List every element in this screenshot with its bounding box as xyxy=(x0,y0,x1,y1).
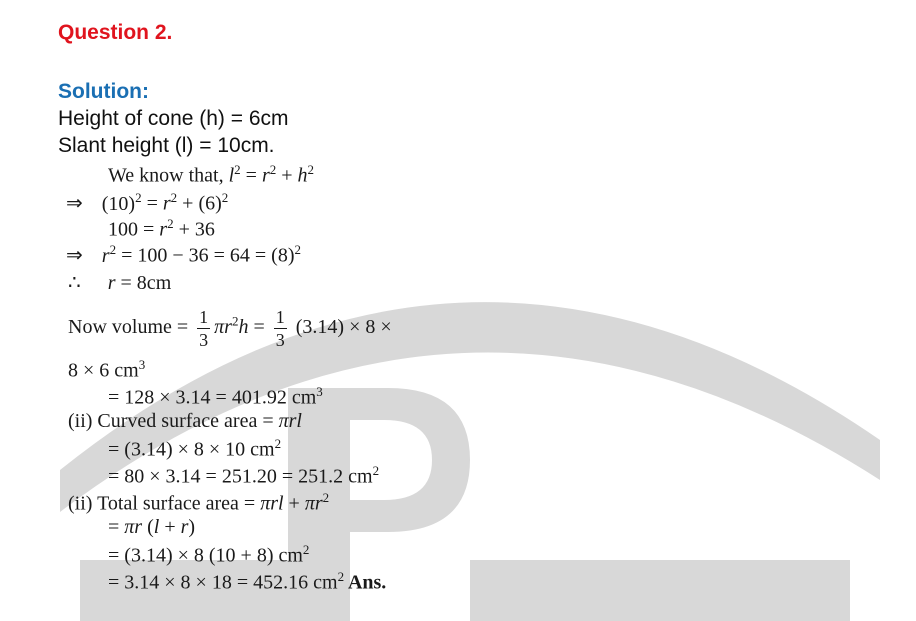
tsa-result: = 3.14 × 8 × 18 = 452.16 $cm^2$ Ans. xyxy=(108,569,387,594)
implies-symbol: ⇒ xyxy=(66,244,83,267)
given-height: Height of cone (h) = 6cm xyxy=(58,107,289,130)
volume-continued: 8 × 6 $cm^3$ xyxy=(68,357,146,382)
step-solve-r-squared: ⇒ $r^2 = 100 - 36 = 64 = (8)^2$ xyxy=(66,242,301,267)
fraction-one-third: $\frac{1}{3}$ xyxy=(275,307,285,350)
csa-result: = 80 × 3.14 = 251.20 = 251.2 $cm^2$ xyxy=(108,463,380,488)
question-title: Question 2. xyxy=(58,21,173,44)
tsa-substitute: = (3.14) × 8 (10 + 8) $cm^2$ xyxy=(108,542,310,567)
volume-result: = 128 × 3.14 = 401.92 $cm^3$ xyxy=(108,384,323,409)
step-substitute: ⇒ $(10)^2 = r^2 + (6)^2$ xyxy=(66,190,229,215)
tsa-factored: = πr (l + r) xyxy=(108,516,196,538)
step-simplify: $100 = r^2 + 36$ xyxy=(108,216,215,241)
volume-formula: Now volume = $\frac{1}{3}$ $\pi r^2h$ = $\frac{1}{3}$ (3.14) × 8 × xyxy=(68,307,392,350)
fraction-one-third: $\frac{1}{3}$ xyxy=(199,307,209,350)
step-pythagoras: We know that, $l^2 = r^2 + h^2$ xyxy=(108,162,315,187)
step-radius-result: ∴ r = 8cm xyxy=(68,272,172,294)
csa-substitute: = (3.14) × 8 × 10 $cm^2$ xyxy=(108,436,282,461)
solution-title: Solution: xyxy=(58,80,149,103)
therefore-symbol: ∴ xyxy=(68,272,81,294)
tsa-formula: (ii) Total surface area = $\pi rl + \pi r^2$ xyxy=(68,490,330,515)
given-slant-height: Slant height (l) = 10cm. xyxy=(58,134,275,157)
implies-symbol: ⇒ xyxy=(66,192,83,215)
csa-formula: (ii) Curved surface area = πrl xyxy=(68,410,302,432)
